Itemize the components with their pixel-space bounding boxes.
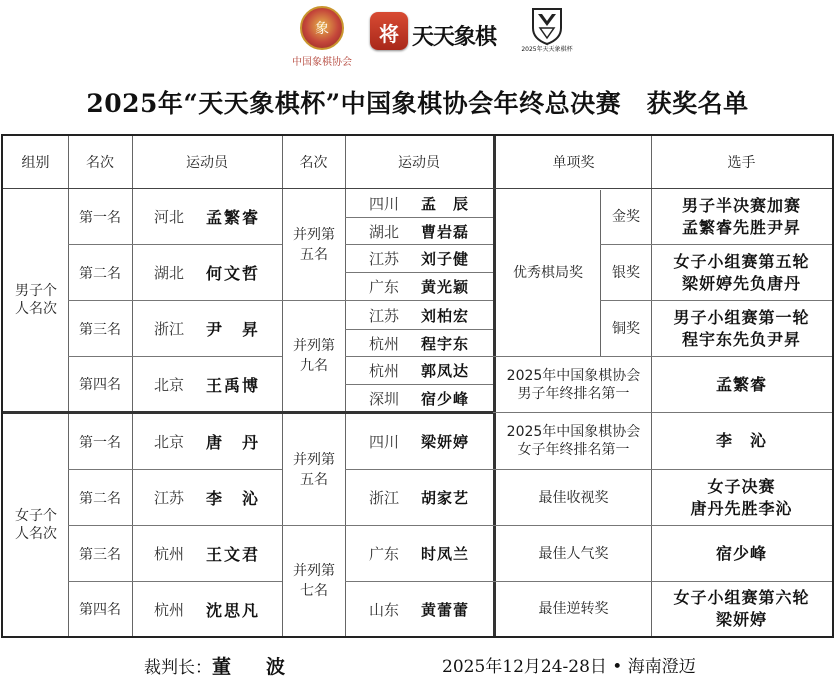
women-tie5-athlete-2: [345, 470, 493, 525]
women-rank-3: 第三名: [79, 546, 121, 563]
men-tie5-label: 并列第五名: [293, 226, 335, 263]
tiantian-logo-text: 天天象棋: [412, 24, 497, 50]
women-athlete-1: [132, 414, 282, 469]
athlete-name: 曹岩磊: [421, 222, 470, 241]
logo-bar: [0, 4, 835, 68]
men-rank-4: 第四名: [79, 377, 121, 393]
athlete-province: 北京: [154, 433, 185, 451]
tiantian-app-icon: [370, 12, 408, 50]
men-rank-2: 第二名: [79, 265, 121, 282]
winner-line: 女子小组赛第五轮: [673, 251, 810, 271]
header-rank-2: 名次: [299, 155, 328, 171]
athlete-province: 四川: [368, 194, 399, 213]
winner-line: 女子决赛: [707, 476, 776, 496]
award-line: 男子年终排名第一: [517, 385, 630, 402]
athlete-name: 程宇东: [421, 334, 470, 353]
header-award: 单项奖: [552, 155, 595, 171]
award-best-comeback-winner: [651, 582, 832, 636]
athlete-name: 尹 昇: [206, 320, 261, 339]
men-tie9-athlete-4: [345, 385, 493, 411]
athlete-name: 刘柏宏: [421, 306, 470, 325]
men-athlete-4: [132, 357, 282, 411]
athlete-province: 江苏: [154, 489, 185, 507]
women-tie7-label: 并列第七名: [293, 563, 335, 599]
award-most-popular-winner: 宿少峰: [715, 543, 767, 563]
event-shield-text: 2025年天天象棋杯: [521, 46, 573, 53]
athlete-name: 梁妍婷: [421, 433, 470, 451]
athlete-name: 孟 辰: [421, 194, 470, 213]
winner-line: 孟繁睿先胜尹昇: [681, 217, 801, 237]
women-rank-2: 第二名: [79, 490, 121, 507]
men-tie5-athlete-4: [345, 273, 493, 300]
award-silver-winner: [651, 245, 832, 300]
awards-table: [1, 134, 834, 638]
cxa-logo: [286, 6, 358, 68]
award-best-game: 优秀棋局奖: [513, 264, 583, 281]
athlete-province: 浙江: [154, 320, 185, 338]
cxa-logo-text: 中国象棋协会: [292, 57, 352, 68]
athlete-province: 广东: [368, 545, 399, 563]
winner-line: 男子半决赛加赛: [681, 195, 801, 215]
cxa-emblem-icon: [300, 6, 344, 50]
athlete-province: 江苏: [368, 250, 399, 268]
award-best-comeback: 最佳逆转奖: [538, 601, 609, 617]
women-tie7-athlete-1: [345, 526, 493, 581]
athlete-province: 深圳: [368, 389, 399, 408]
award-most-popular: 最佳人气奖: [538, 545, 609, 562]
athlete-province: 江苏: [368, 306, 399, 325]
women-tie7-athlete-2: [345, 582, 493, 636]
header-athlete: 运动员: [186, 155, 228, 171]
athlete-province: 四川: [368, 433, 399, 451]
athlete-province: 杭州: [154, 545, 185, 563]
athlete-province: 河北: [154, 208, 185, 226]
men-tie5-athlete-1: [345, 189, 493, 217]
athlete-province: 湖北: [154, 264, 185, 282]
award-line: 2025年中国象棋协会: [506, 424, 641, 440]
athlete-name: 唐 丹: [206, 433, 261, 452]
cxa-emblem-mark: 象: [315, 21, 329, 37]
athlete-province: 湖北: [368, 222, 399, 241]
athlete-name: 何文哲: [206, 264, 261, 283]
award-gold-winner: [651, 189, 832, 244]
event-shield-logo: [518, 6, 576, 53]
tiantian-app-mark: 将: [379, 22, 399, 46]
women-athlete-2: [132, 470, 282, 525]
award-men-rank-first-winner: 孟繁睿: [715, 374, 767, 394]
award-best-ratings: 最佳收视奖: [538, 489, 609, 506]
men-rank-1: 第一名: [79, 209, 121, 226]
athlete-province: 杭州: [368, 334, 399, 353]
award-women-rank-first-winner: 李 沁: [715, 431, 767, 450]
athlete-province: 杭州: [154, 600, 185, 619]
men-athlete-2: [132, 245, 282, 300]
women-rank-4: 第四名: [79, 602, 121, 618]
men-athlete-1: [132, 189, 282, 244]
shield-icon: [530, 6, 564, 46]
award-line: 2025年中国象棋协会: [506, 367, 641, 384]
winner-line: 梁妍婷: [715, 610, 767, 629]
men-group-label: 男子个人名次: [15, 283, 57, 317]
athlete-province: 广东: [368, 278, 399, 296]
award-bronze-winner: [651, 301, 832, 356]
athlete-name: 王禹博: [206, 375, 261, 395]
winner-line: 唐丹先胜李沁: [690, 498, 793, 518]
winner-line: 梁妍婷先负唐丹: [681, 273, 801, 293]
page-title: 2025年“天天象棋杯”中国象棋协会年终总决赛 获奖名单: [86, 89, 749, 118]
athlete-province: 北京: [154, 375, 185, 394]
athlete-name: 宿少峰: [421, 389, 470, 408]
referee-label: 裁判长：: [144, 658, 212, 678]
men-rank-3: 第三名: [79, 321, 121, 338]
women-athlete-4: [132, 582, 282, 636]
athlete-name: 郭凤达: [421, 362, 470, 380]
men-tie9-athlete-1: [345, 301, 493, 329]
header-athlete-2: 运动员: [398, 155, 440, 171]
date-place: 2025年12月24-28日 • 海南澄迈: [442, 657, 696, 677]
athlete-name: 胡家艺: [421, 489, 470, 507]
athlete-name: 王文君: [206, 545, 261, 564]
athlete-province: 浙江: [368, 489, 399, 507]
athlete-name: 刘子健: [421, 250, 470, 268]
athlete-province: 杭州: [368, 362, 399, 380]
winner-line: 程宇东先负尹昇: [681, 329, 801, 349]
women-group-label: 女子个人名次: [15, 508, 57, 542]
header-rank: 名次: [86, 155, 114, 171]
men-tie9-athlete-3: [345, 357, 493, 384]
award-gold: 金奖: [612, 208, 640, 225]
award-women-rank-first: [496, 413, 651, 469]
header-group: 组别: [21, 155, 50, 171]
referee-name: 董 波: [212, 656, 294, 678]
winner-line: 女子小组赛第六轮: [673, 588, 810, 607]
women-athlete-3: [132, 526, 282, 581]
athlete-name: 沈思凡: [206, 600, 261, 620]
athlete-name: 黄蕾蕾: [421, 600, 470, 619]
award-men-rank-first: [496, 357, 651, 412]
men-tie5-athlete-2: [345, 218, 493, 244]
women-rank-1: 第一名: [79, 434, 121, 451]
athlete-name: 孟繁睿: [206, 208, 261, 227]
men-athlete-3: [132, 301, 282, 356]
women-tie5-label: 并列第五名: [293, 451, 335, 488]
award-bronze: 铜奖: [612, 320, 640, 337]
header-winner: 选手: [727, 155, 756, 171]
women-tie5-athlete-1: [345, 414, 493, 469]
award-line: 女子年终排名第一: [517, 442, 630, 458]
athlete-name: 时凤兰: [421, 545, 470, 563]
athlete-name: 李 沁: [206, 489, 261, 508]
athlete-name: 黄光颖: [421, 278, 470, 296]
winner-line: 男子小组赛第一轮: [673, 307, 810, 327]
athlete-province: 山东: [368, 600, 399, 619]
award-silver: 银奖: [612, 264, 640, 281]
men-tie9-athlete-2: [345, 330, 493, 356]
award-best-ratings-winner: [651, 470, 832, 525]
men-tie5-athlete-3: [345, 245, 493, 272]
men-tie9-label: 并列第九名: [293, 338, 335, 374]
